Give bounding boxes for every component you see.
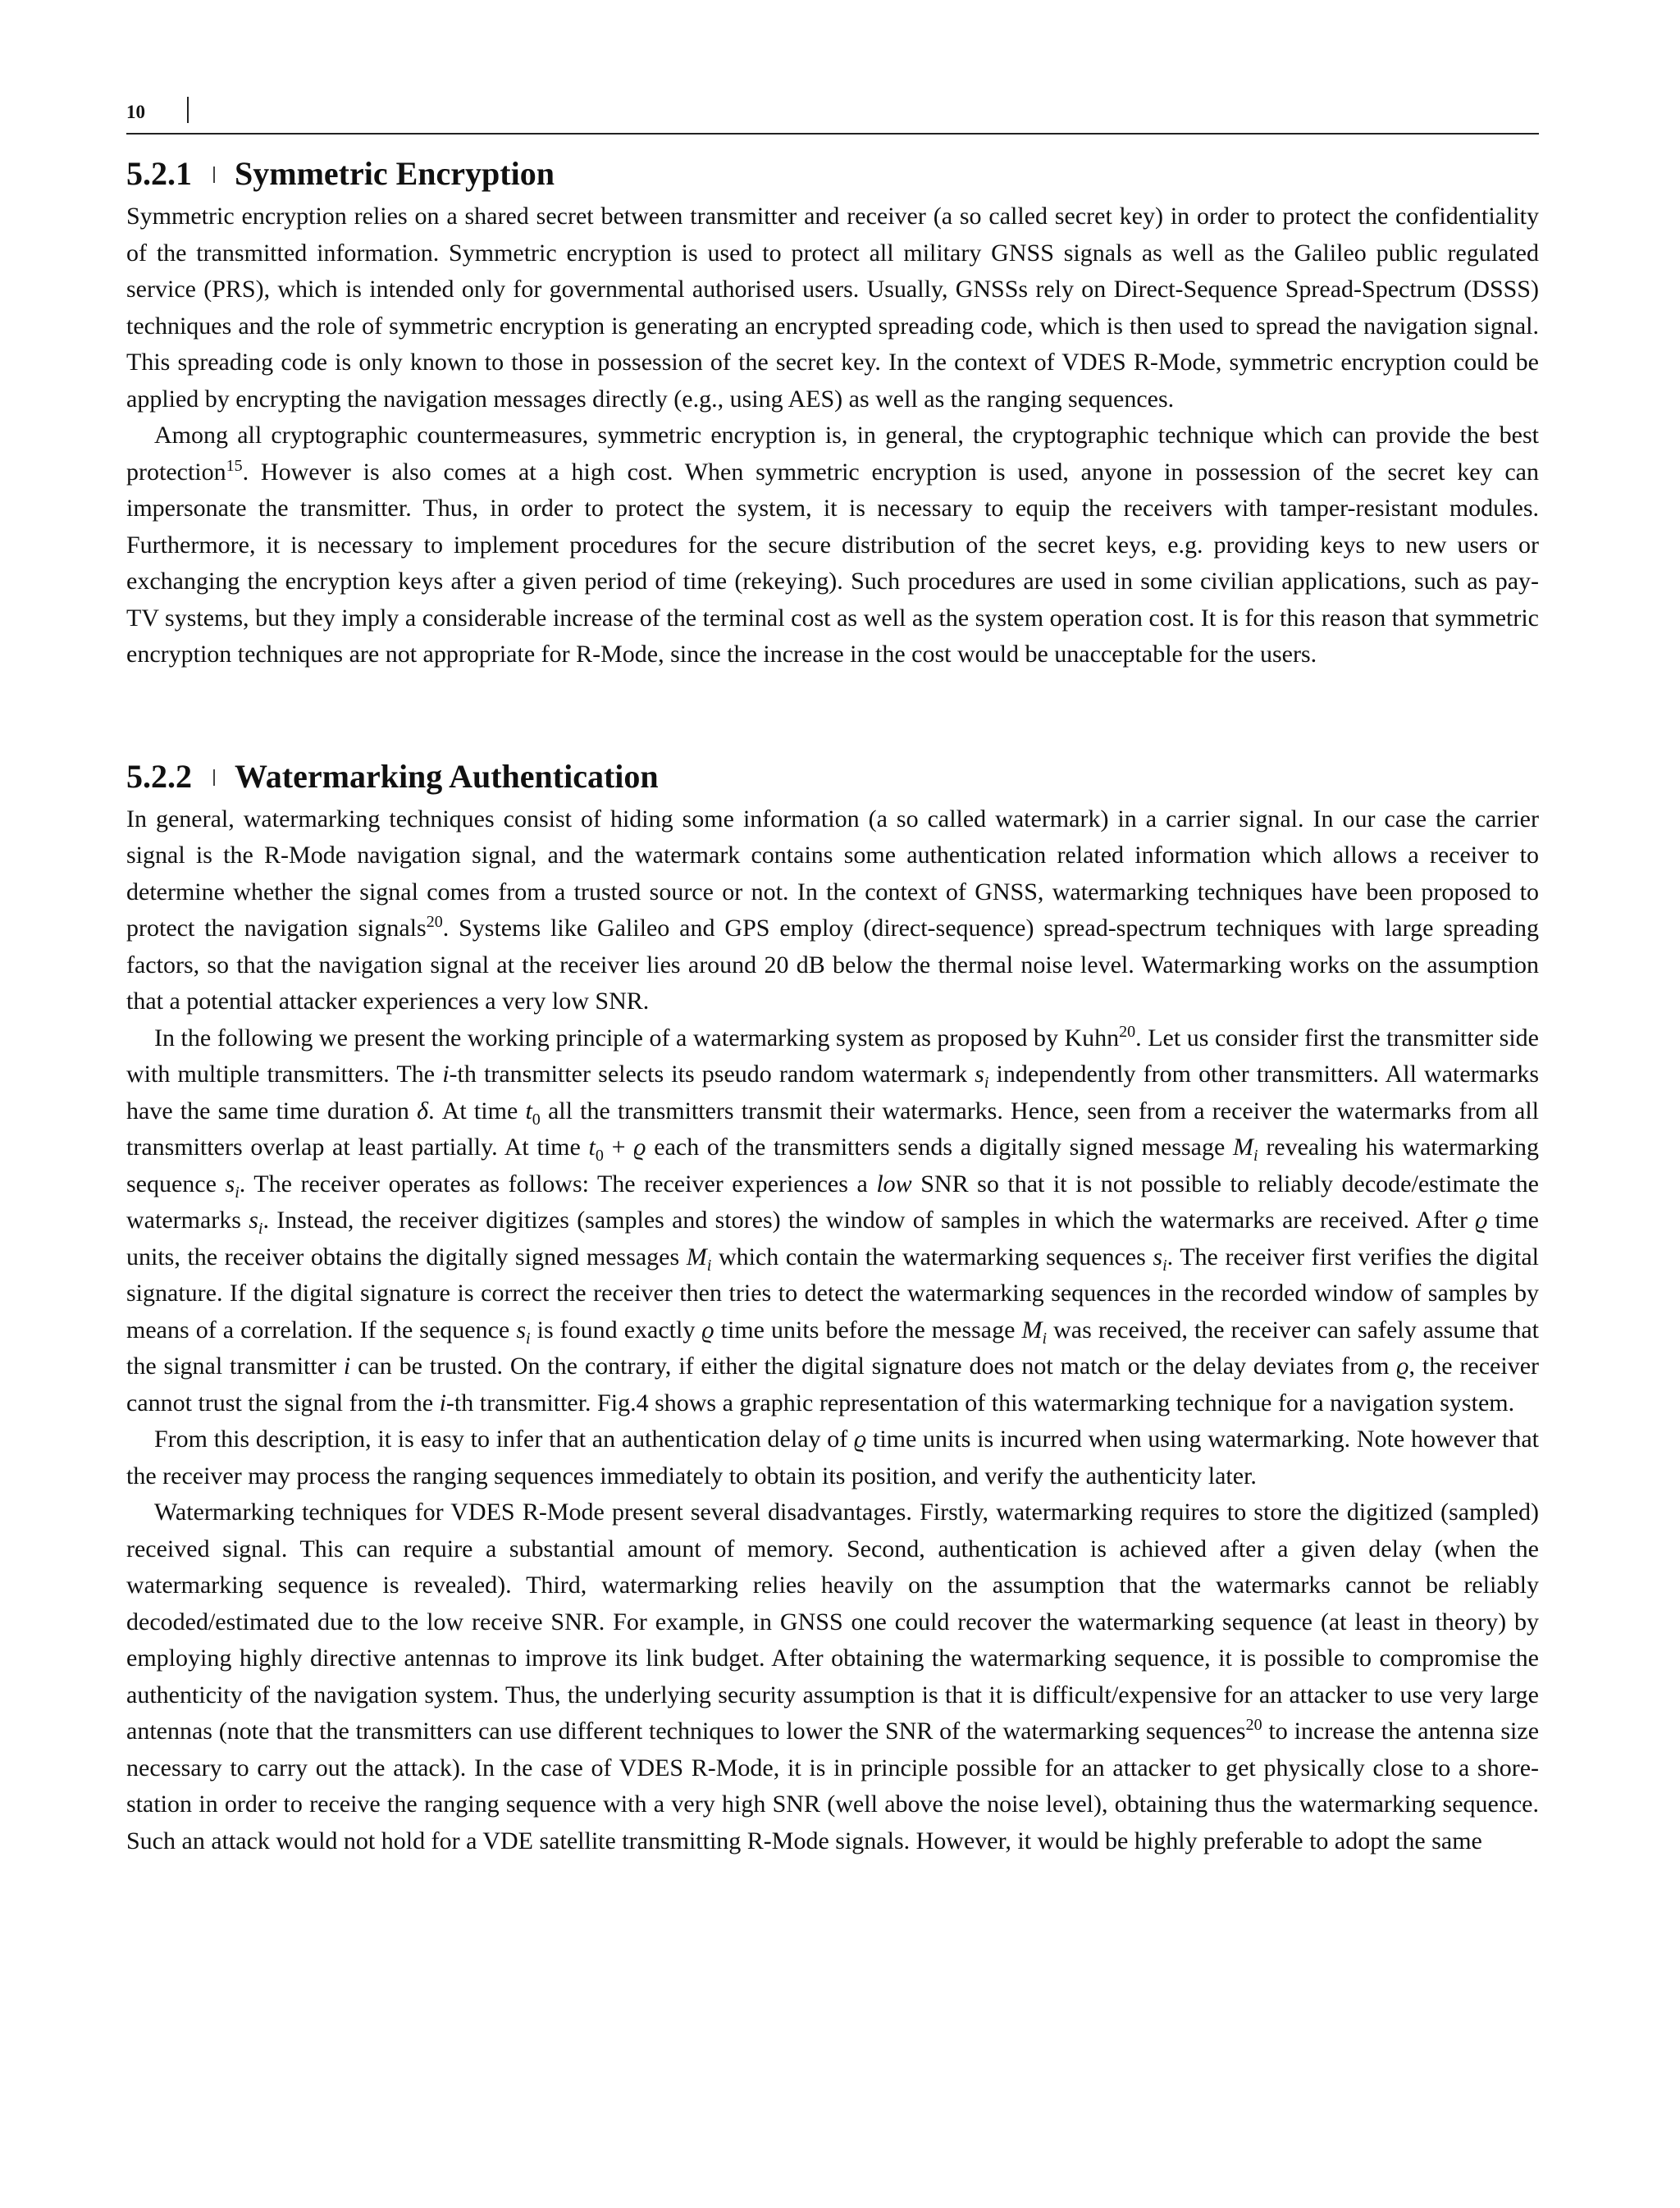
body-text bbox=[126, 149, 1539, 1859]
running-head bbox=[126, 97, 1539, 135]
section-separator bbox=[213, 769, 215, 786]
paragraph: Symmetric encryption relies on a shared secret between transmitter and receiver (a so called secret key) in order to protect the confidentiality of the transmitted information. Symmetric encryption is used to protect all military GNSS signals as well as the Galileo public regulated service (PRS), which is intended only for governmental authorised users. Usually, GNSSs rely on Direct-Sequence Spread-Spectrum (DSSS) techniques and the role of symmetric encryption is generating an encrypted spreading code, which is then used to spread the navigation signal. This spreading code is only known to those in possession of the secret key. In the context of VDES R-Mode, symmetric encryption could be applied by encrypting the navigation messages directly (e.g., using AES) as well as the ranging sequences. bbox=[126, 203, 1539, 413]
citation: 15 bbox=[226, 456, 243, 475]
section-number: 5.2.1 bbox=[126, 155, 192, 192]
citation: 20 bbox=[1245, 1716, 1262, 1734]
section-heading-watermarking-authentication bbox=[126, 752, 1539, 801]
section-title: Symmetric Encryption bbox=[235, 155, 555, 192]
paragraph: From this description, it is easy to infer that an authentication delay of ϱ time units is incurred when using watermarking. Note however that the receiver may process the ranging sequences immediately to obtain its position, and verify the authenticity later. bbox=[126, 1426, 1539, 1489]
section-separator bbox=[213, 167, 215, 183]
section-title: Watermarking Authentication bbox=[235, 757, 659, 795]
paragraph: Watermarking techniques for VDES R-Mode present several disadvantages. Firstly, watermarking requires to store the digitized (sampled) received signal. This can require a substantial amount of memory. Second, authentication is achieved after a given delay (when the watermarking sequence is revealed). Third, watermarking relies heavily on the assumption that the watermarks cannot be reliably decoded/estimated due to the low receive SNR. For example, in GNSS one could recover the watermarking sequence (at least in theory) by employing highly directive antennas to improve its link budget. After obtaining the watermarking sequence, it is possible to compromise the authenticity of the navigation system. Thus, the underlying security assumption is that it is difficult/expensive for an attacker to use very large antennas (note that the transmitters can use different techniques to lower the SNR of the watermarking sequences$^{20}$ to increase the antenna size necessary to carry out the attack). In the case of VDES R-Mode, it is in principle possible for an attacker to get physically close to a shore-station in order to receive the ranging sequence with a very high SNR (well above the noise level), obtaining thus the watermarking sequence. Such an attack would not hold for a VDE satellite transmitting R-Mode signals. However, it would be highly preferable to adopt the same bbox=[126, 1499, 1540, 1854]
paragraph: In the following we present the working principle of a watermarking system as proposed by Kuhn$^{20}$. Let us consider first the transmitter side with multiple transmitters. The i-th transmitter selects its pseudo random watermark $s_i$ independently from other transmitters. All watermarks have the same time duration δ. At time $t_0$ all the transmitters transmit their watermarks. Hence, seen from a receiver the watermarks from all transmitters overlap at least partially. At time $t_0 + ϱ$ each of the transmitters sends a digitally signed message $M_i$ revealing his watermarking sequence $s_i$. The receiver operates as follows: The receiver experiences a low SNR so that it is not possible to reliably decode/estimate the watermarks $s_i$. Instead, the receiver digitizes (samples and stores) the window of samples in which the watermarks are received. After ϱ time units, the receiver obtains the digitally signed messages $M_i$ which contain the watermarking sequences $s_i$. The receiver first verifies the digital signature. If the digital signature is correct the receiver then tries to detect the watermarking sequences in the recorded window of samples by means of a correlation. If the sequence $s_i$ is found exactly ϱ time units before the message $M_i$ was received, the receiver can safely assume that the signal transmitter i can be trusted. On the contrary, if either the digital signature does not match or the delay deviates from ϱ, the receiver cannot trust the signal from the i-th transmitter. Fig.4 shows a graphic representation of this watermarking technique for a navigation system. bbox=[126, 1022, 1540, 1416]
section-heading-symmetric-encryption bbox=[126, 149, 1539, 198]
paragraph: Among all cryptographic countermeasures, symmetric encryption is, in general, the cryptographic technique which can provide the best protection$^{15}$. However is also comes at a high cost. When symmetric encryption is used, anyone in possession of the secret key can impersonate the transmitter. Thus, in order to protect the system, it is necessary to equip the receivers with tamper-resistant modules. Furthermore, it is necessary to implement procedures for the secure distribution of the secret keys, e.g. providing keys to new users or exchanging the encryption keys after a given period of time (rekeying). Such procedures are used in some civilian applications, such as pay-TV systems, but they imply a considerable increase of the terminal cost as well as the system operation cost. It is for this reason that symmetric encryption techniques are not appropriate for R-Mode, since the increase in the cost would be unacceptable for the users. bbox=[126, 422, 1539, 668]
page-number: 10 bbox=[126, 102, 145, 122]
header-rule bbox=[187, 97, 189, 123]
citation: 20 bbox=[1119, 1022, 1136, 1041]
citation: 20 bbox=[426, 913, 443, 931]
section-gap bbox=[126, 673, 1539, 752]
section-number: 5.2.2 bbox=[126, 757, 192, 795]
paragraph: In general, watermarking techniques consist of hiding some information (a so called watermark) in a carrier signal. In our case the carrier signal is the R-Mode navigation signal, and the watermark contains some authentication related information which allows a receiver to determine whether the signal comes from a trusted source or not. In the context of GNSS, watermarking techniques have been proposed to protect the navigation signals$^{20}$. Systems like Galileo and GPS employ (direct-sequence) spread-spectrum techniques with large spreading factors, so that the navigation signal at the receiver lies around 20 dB below the thermal noise level. Watermarking works on the assumption that a potential attacker experiences a very low SNR. bbox=[126, 805, 1539, 1015]
